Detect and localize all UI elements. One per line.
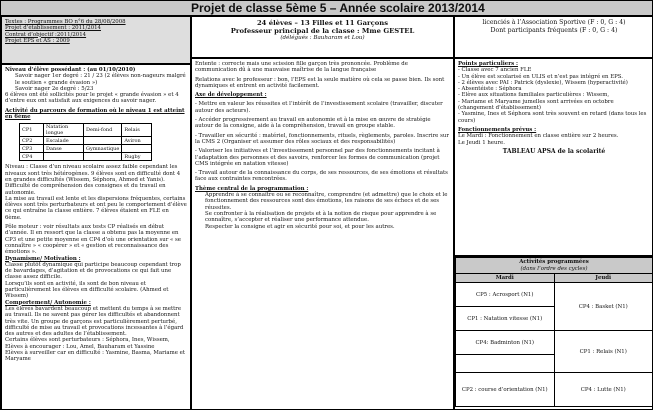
apsa-row bbox=[456, 373, 653, 407]
point-item: - 2 élèves avec PAI : Patrick (dyslexie), Wissem (hyperactivité) bbox=[458, 79, 628, 86]
point-item: - Yasmine, Ines et Séphora sont très souvent en retard (dans tous les cours) bbox=[458, 111, 647, 124]
ref-line-2: Projet d’établissement : 2011/2014 bbox=[5, 25, 101, 32]
apsa-days-row bbox=[456, 274, 653, 283]
cp-cell bbox=[84, 153, 122, 161]
cp-row bbox=[20, 124, 152, 137]
participants-line: Dont participants fréquents (F : 0, G : 4) bbox=[490, 27, 618, 34]
dynamisme-paragraph-2: Lorsqu’ils sont en activité, ils sont de bon niveau et particulièrement les élèves en difficulté scolaire. (Ahmed et Wissem) bbox=[5, 280, 169, 300]
cp-row bbox=[20, 145, 152, 153]
cp-cell: Demi-fond bbox=[84, 124, 122, 137]
point-item: - Absentéiste : Séphora bbox=[458, 86, 522, 93]
class-profile-box bbox=[1, 64, 191, 410]
apsa-header-title: Activités programmées bbox=[519, 259, 589, 266]
cp-cell bbox=[122, 145, 152, 153]
cp-cell: Aviron bbox=[122, 137, 152, 145]
pole-moteur-paragraph: Pôle moteur : voir résultats aux tests CP réalisés en début d’année. Il en ressort que la classe a obtenu pas la moyenne en CP3 et une petite moyenne en CP4 d’où une orientation sur « se connaître » « coopérer » et « gestion et reconnaissance des émotions ». bbox=[5, 224, 181, 256]
apsa-cell: CP4 : Lutte (N1) bbox=[554, 373, 653, 407]
development-box bbox=[191, 58, 454, 410]
level-title: Niveau d’élève possédant : (au 01/10/2010) bbox=[5, 67, 136, 73]
cp-row bbox=[20, 153, 152, 161]
apsa-row bbox=[456, 331, 653, 355]
cp-cell: Natation longue bbox=[44, 124, 84, 137]
delegates: (délégués : Bauharam et Lou) bbox=[280, 35, 365, 41]
cp-cell: Escalade bbox=[44, 137, 84, 145]
cp-cell bbox=[44, 153, 84, 161]
cp-cell: Relais bbox=[122, 124, 152, 137]
fonctionnement-mardi: Le Mardi : Fonctionnement en classe entière sur 2 heures. bbox=[458, 133, 619, 140]
level-1: Savoir nager 1er degré : 21 / 23 (2 élèves non-nageurs malgré le soutien « grande évasion ») bbox=[15, 73, 186, 86]
fonctionnements-title: Fonctionnements prévus : bbox=[458, 126, 537, 133]
comportement-title: Comportement/ Autonomie : bbox=[5, 299, 91, 306]
cp-cell: CP1 bbox=[20, 124, 44, 137]
axe-item: - Accéder progressivement au travail en autonomie et à la mise en œuvre de stratégie autour de la consigne, aide à la compréhension, travail en groupe stable. bbox=[195, 117, 431, 130]
theme-paragraph-2: Se confronter à la réalisation de projets et à la notion de risque pour apprendre à se connaître, s’accepter et réaliser une performance attendue. bbox=[205, 210, 437, 224]
page-title: Projet de classe 5ème 5 – Année scolaire 2013/2014 bbox=[191, 1, 485, 15]
main-teacher: Professeur principal de la classe : Mme GESTEL bbox=[230, 27, 415, 35]
level-note: 6 élèves ont été sollicités pour le projet « grande évasion » et 4 d’entre eux ont satisfait aux exigences du savoir nager. bbox=[5, 92, 179, 105]
cp-title: Activité du parcours de formation où le niveau 1 est atteint en 6ème bbox=[5, 107, 185, 121]
apsa-row bbox=[456, 283, 653, 307]
niveau-paragraph-2: La mise au travail est lente et les dispersions fréquentes, certains élèves sont très perturbateurs et ont peu le comportement d’élève ce qui entraîne la classe entière. 7 élèves étaient en FLE en 6ème. bbox=[5, 195, 187, 221]
apsa-table bbox=[455, 257, 653, 407]
title-bar bbox=[1, 1, 653, 16]
fonctionnement-jeudi: Le Jeudi 1 heure. bbox=[458, 139, 505, 146]
relations-paragraph: Relations avec le professeur : bon, l’EPS est la seule matière où cela se passe bien. Ils sont dynamiques et entrent en activité facilement. bbox=[195, 76, 445, 89]
theme-title: Thème central de la programmation : bbox=[195, 185, 309, 192]
dynamisme-title: Dynamisme/ Motivation : bbox=[5, 255, 81, 262]
particular-points-box bbox=[454, 58, 653, 256]
references-box bbox=[1, 16, 191, 64]
point-item: - Mariame et Maryame jumelles sont arrivées en octobre (changement d’établissement) bbox=[458, 98, 614, 112]
axe-item: - Travail autour de la connaissance du corps, de ses ressources, de ses émotions et résultats face aux contraintes rencontrées. bbox=[195, 170, 448, 183]
entente-paragraph: Entente : correcte mais une scission fille garçon très prononcée. Problème de communication dû à une mauvaise maîtrise de la langue française bbox=[195, 61, 408, 74]
apsa-header-sub: (dans l’ordre des cycles) bbox=[520, 265, 588, 272]
comportement-paragraph: Les élèves bavardent beaucoup et mettent du temps à se mettre au travail. Ils ne savent pas gérer les difficultés et abandonnent très vite. Un groupe de garçons est particulièrement perturbé, difficulté de mise au travail et provocations incessantes à l’égard des autres et des adultes de l’établissement. bbox=[5, 305, 184, 338]
apsa-header-row bbox=[456, 258, 653, 274]
cp-table bbox=[19, 123, 152, 161]
axe-item: - Travailler en sécurité : matériel, fonctionnements, rituels, règlements, paroles. Inscrire sur la CMS 2 (Organiser et assumer des rôles sociaux et des responsabilités) bbox=[195, 132, 449, 145]
cp-row bbox=[20, 137, 152, 145]
col-mardi: Mardi bbox=[456, 274, 555, 283]
theme-paragraph-1: Apprendre à se connaître ou se reconnaître, comprendre (et admettre) que le choix et le fonctionnement des ressources sont des émotions, les raisons de ses échecs et de ses réussites. bbox=[205, 192, 448, 211]
apsa-cell: CP1 : Relais (N1) bbox=[554, 331, 653, 373]
cp-cell: Danse bbox=[44, 145, 84, 153]
ref-line-1: Textes : Programmes BO n°6 du 28/08/2008 bbox=[5, 19, 126, 25]
point-item: - Un élève est scolarisé en ULIS et n’est pas intégré en EPS. bbox=[458, 73, 623, 80]
cp-cell: CP3 bbox=[20, 145, 44, 153]
apsa-cell: CP1 : Natation vitesse (N1) bbox=[456, 307, 555, 331]
ref-line-3: Contrat d’objectif :2011/2014 bbox=[5, 31, 87, 38]
class-count: 24 élèves – 13 Filles et 11 Garçons bbox=[256, 19, 389, 27]
point-item: - Classe avec 7 ancien FLE bbox=[458, 67, 532, 74]
cp-cell: CP4 bbox=[20, 153, 44, 161]
apsa-header bbox=[456, 258, 653, 274]
cp-cell: CP2 bbox=[20, 137, 44, 145]
perturbateurs-line: Certains élèves sont perturbateurs : Séphora, Ines, Wissem, bbox=[5, 337, 170, 344]
apsa-cell: CP4: Badminton (N1) bbox=[456, 331, 555, 355]
apsa-table-box bbox=[454, 256, 653, 410]
apsa-cell: CP5 : Acrosport (N1) bbox=[456, 283, 555, 307]
association-box bbox=[454, 16, 653, 58]
level-2: Savoir nager 2e degré : 5/23 bbox=[15, 85, 94, 92]
apsa-cell: CP2 : course d’orientation (N1) bbox=[456, 373, 555, 407]
licencies-line: licenciés à l’Association Sportive (F : 0, G : 4) bbox=[482, 19, 626, 26]
surveiller-line: Elèves à surveiller car en difficulté : Yasmine, Basma, Mariame et Maryame bbox=[5, 349, 185, 363]
axe-item: - Mettre en valeur les réussites et l’intérêt de l’investissement scolaire (travailler, discuter autour des acteurs). bbox=[195, 101, 443, 114]
col-jeudi: Jeudi bbox=[554, 274, 653, 283]
encourager-line: Elèves à encourager : Lou, Amel, Bauharam et Yassine bbox=[5, 343, 155, 350]
cp-cell: Rugby bbox=[122, 153, 152, 161]
axe-item: - Valoriser les initiatives et l’investissement personnel par des fonctionnements incitant à l’adaptation des personnes et des savoirs, renforcer les formes de communication (projet CMS intégrée en natation vitesse) bbox=[195, 148, 440, 167]
point-item: - Elève aux situations familiales particulières : Wissem, bbox=[458, 92, 610, 99]
apsa-title: TABLEAU APSA de la scolarité bbox=[502, 147, 606, 155]
niveau-paragraph: Niveau : Classe d’un niveau scolaire assez faible cependant les niveaux sont très hétérogènes. 9 élèves sont en difficulté dont 4 en grandes difficultés (Wissem, Séphora, Ahmed et Yanis). Difficulté de compréhension des consignes et du travail en autonomie. bbox=[5, 164, 181, 196]
apsa-cell: CP4 : Basket (N1) bbox=[554, 283, 653, 331]
ref-line-4: Projet EPS et AS : 2009 bbox=[5, 37, 70, 44]
axes-title: Axe de développement : bbox=[195, 92, 267, 99]
dynamisme-paragraph: Classe plutôt dynamique qui participe beaucoup cependant trop de bavardages, d’agitation et de provocations ce qui fait une classe assez difficile. bbox=[5, 261, 181, 281]
theme-paragraph-3: Respecter la consigne et agir en sécurité pour soi, et pour les autres. bbox=[205, 223, 395, 230]
cp-cell: Gymnastique bbox=[84, 145, 122, 153]
apsa-cell bbox=[456, 355, 555, 373]
class-header-box bbox=[191, 16, 454, 58]
points-title: Points particuliers : bbox=[458, 61, 518, 67]
cp-cell bbox=[84, 137, 122, 145]
